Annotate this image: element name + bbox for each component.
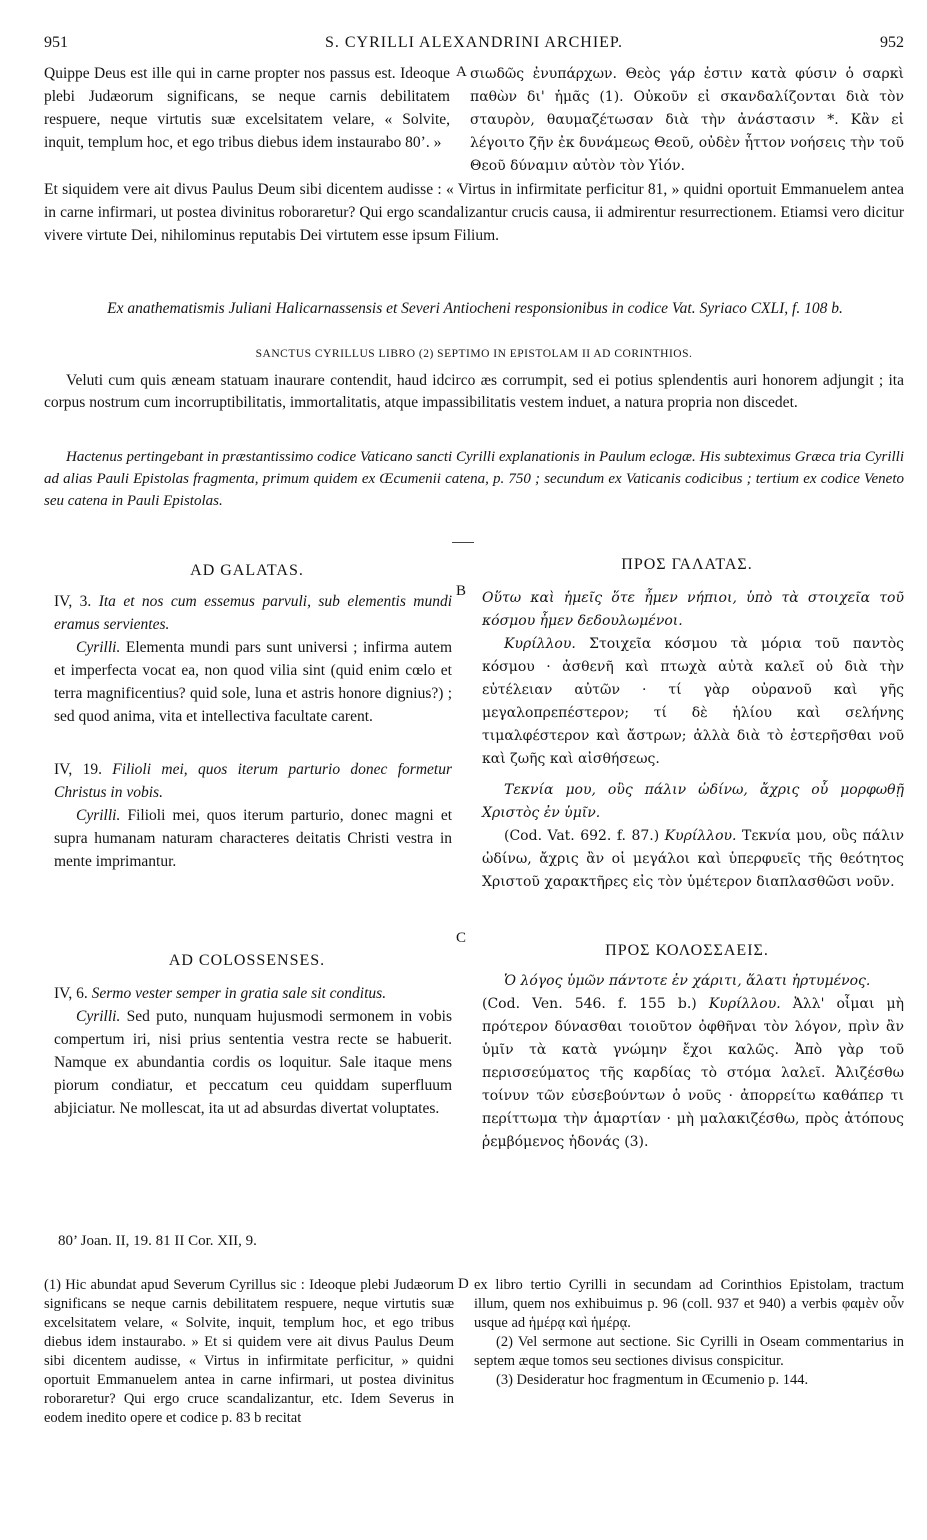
top-greek-column	[470, 63, 904, 178]
greek-verse: Ὁ λόγος ὑμῶν πάντοτε ἐν χάριτι, ἅλατι ἠρτυμένος.	[504, 973, 871, 989]
colossenses-latin-column	[54, 982, 452, 1120]
verse-text: Sermo vester semper in gratia sale sit conditus.	[91, 985, 387, 1002]
codex-ref: (Cod. Ven. 546. f. 155 b.)	[482, 996, 697, 1012]
verse-ref: IV, 19.	[54, 761, 102, 778]
syriac-section-title: Ex anathematismis Juliani Halicarnassensis et Severi Antiocheni responsionibus in codice Vat. Syriaco CXLI, f. 108 b.	[107, 300, 843, 317]
footnote-1-text: (1) Hic abundat apud Severum Cyrillus sic : Ideoque plebi Judæorum significans se neque carnis debilitatem respuere, neque virtutis suæ excelsitatem velare, « Solvite, inquit, templum hoc, et ego tribus diebus idem instaurabo. » Et si quidem vere ait divus Paulus Deum sibi dicentem audisse, « Virtus in infirmitate perficitur, » quidni oportuit Emmanuelem antea in carne infirmari, ut postea divinitus roboraretur? Qui ergo cruce scandalizantur, etc. Idem Severus in eodem inedito opere et codice p. 83 b recitat	[44, 1277, 454, 1426]
syriac-section-text	[44, 370, 904, 414]
galatas-latin-column	[54, 590, 452, 873]
author-label: Cyrilli.	[76, 639, 121, 656]
greek-comment-2	[482, 825, 904, 894]
colossenses-comment	[54, 1005, 452, 1120]
galatas-comment-2	[54, 804, 452, 873]
galatas-verse-1	[54, 590, 452, 636]
verse-ref: IV, 3.	[54, 593, 92, 610]
greek-comment	[482, 993, 904, 1154]
author-label: Κυρίλλου.	[504, 636, 576, 652]
comment-text: Στοιχεῖα κόσμου τὰ μόρια τοῦ παντὸς κόσμου · ἀσθενῆ καὶ πτωχὰ αὐτὰ καλεῖ οὐ διὰ τὴν εὐτέλειαν αὐτῶν · τί γὰρ οὐρανοῦ καὶ γῆς μεγαλοπρεπέστερον; τί δὲ ἡλίου καὶ σελήνης τιμαλφέστερον καὶ ἄστρων; ἀλλὰ διὰ τὸ ἐστερῆσθαι νοῦ καὶ ζωῆς καὶ αἰσθήσεως.	[482, 636, 904, 767]
greek-comment-1	[482, 633, 904, 771]
footnotes-right	[474, 1276, 904, 1390]
top-full-text: Et siquidem vere ait divus Paulus Deum sibi dicentem audisse : « Virtus in infirmitate perficitur 81, » quidni oportuit Emmanuelem antea in carne infirmari, ut postea divinitus roboraretur? Qui ergo scandalizantur crucis causa, ii admirentur resurrectionem. Etiamsi vero dicitur vivere virtute Dei, nihilominus reputabis Dei virtutem esse ipsum Filium.	[44, 181, 904, 244]
running-title: S. CYRILLI ALEXANDRINI ARCHIEP.	[324, 34, 624, 51]
footnote-3: (3) Desideratur hoc fragmentum in Œcumenio p. 144.	[496, 1372, 809, 1388]
footnote-1-continuation: ex libro tertio Cyrilli in secundam ad Corinthios Epistolam, tractum illum, quem nos exhibuimus p. 96 (coll. 937 et 940) a verbis φαμὲν οὖν usque ad ἡμέρᾳ καὶ ἡμέρᾳ.	[474, 1277, 904, 1331]
author-label: Cyrilli.	[76, 807, 121, 824]
greek-heading-galatas: ΠΡΟΣ ΓΑΛΑΤΑΣ.	[621, 556, 753, 573]
codex-ref: (Cod. Vat. 692. f. 87.)	[504, 828, 660, 844]
section-divider	[452, 542, 474, 543]
syriac-section-subtitle: SANCTUS CYRILLUS LIBRO (2) SEPTIMO IN EPISTOLAM II AD CORINTHIOS.	[255, 348, 693, 360]
margin-letter-d: D	[458, 1276, 469, 1292]
verse-text: Filioli mei, quos iterum parturio donec formetur Christus in vobis.	[54, 761, 453, 801]
top-latin-column	[44, 62, 450, 154]
top-full-paragraph	[44, 178, 904, 247]
page-number-left: 951	[44, 34, 68, 51]
latin-heading-colossenses: AD COLOSSENSES.	[168, 952, 326, 969]
greek-heading-colossenses: ΠΡΟΣ ΚΟΛΟΣΣΑΕΙΣ.	[605, 942, 769, 959]
comment-text: Filioli mei, quos iterum parturio, donec magni et supra humanam naturam characteres deitatis Christi vestra in mente imprimantur.	[54, 807, 452, 870]
scripture-references: 80’ Joan. II, 19. 81 II Cor. XII, 9.	[58, 1233, 257, 1249]
verse-ref: IV, 6.	[54, 985, 88, 1002]
top-latin-text: Quippe Deus est ille qui in carne propter nos passus est. Ideoque plebi Judæorum significans, se neque carnis debilitatem respuere, neque virtutis suæ excelsitatem velare, « Solvite, inquit, templum hoc, et ego tribus diebus idem instaurabo 80’. »	[44, 65, 450, 151]
comment-text: Elementa mundi pars sunt universi ; infirma autem et imperfecta vocat ea, non quod vilia sint (quid enim cœlo et terra magnificentius? quid sole, luna et astris honore dignius?) ; sed quod anima, vita et intellectiva facultate carent.	[54, 639, 452, 725]
latin-heading-galatas: AD GALATAS.	[190, 562, 304, 579]
colossenses-greek-column	[482, 970, 904, 1154]
galatas-greek-column	[482, 587, 904, 894]
author-label: Κυρίλλου.	[664, 828, 737, 844]
galatas-verse-2	[54, 758, 452, 804]
syriac-text: Veluti cum quis æneam statuam inaurare contendit, haud idcirco æs corrumpit, sed ei potius splendentis auri honorem adjungit ; ita corpus nostrum cum incorruptibilitatis, immortalitatis, atque impassibilitatis vestem induet, a natura propria non discedet.	[44, 372, 904, 411]
top-greek-text: σιωδῶς ἐνυπάρχων. Θεὸς γάρ ἐστιν κατὰ φύσιν ὁ σαρκὶ παθὼν δι' ἡμᾶς (1). Οὐκοῦν εἰ σκανδαλίζονται διὰ τὸν σταυρὸν, θαυμαζέτωσαν διὰ τὴν ἀνάστασιν *. Κἂν εἰ λέγοιτο ζῆν ἐκ δυνάμεως Θεοῦ, οὐδὲν ἧττον νοήσεις τὴν τοῦ Θεοῦ δύναμιν αὐτὸν τὸν Υἱόν.	[470, 66, 904, 174]
author-label: Cyrilli.	[76, 1008, 121, 1025]
footnote-2: (2) Vel sermone aut sectione. Sic Cyrilli in Oseam commentarius in septem æque tomos seu sectiones divisus conspicitur.	[474, 1334, 904, 1369]
intro-paragraph	[44, 446, 904, 512]
margin-letter-a: A	[456, 64, 467, 80]
galatas-comment-1	[54, 636, 452, 728]
colossenses-verse	[54, 982, 452, 1005]
comment-text: Τεκνία μου, οὓς πάλιν ὠδίνω, ἄχρις ἂν οἱ μεγάλοι καὶ ὑπερφυεῖς τῆς θεότητος Χριστοῦ χαρακτῆρες εἰς τὸν ὑμέτερον διαπλασθῶσι νοῦν.	[482, 828, 904, 890]
comment-text: Sed puto, nunquam hujusmodi sermonem in vobis compertum iri, nisi prius sententia vestra recte se habuerit. Namque ex abundantia cordis os loquitur. Sale itaque mens piorum condiatur, et peccatum ceu quiddam superfluum abjiciatur. Ne mollescat, ita ut ad absurdas divertat voluptates.	[54, 1008, 453, 1117]
page-number-right: 952	[880, 34, 904, 51]
margin-letter-c: C	[456, 930, 467, 946]
footnote-1-left	[44, 1276, 454, 1428]
author-label: Κυρίλλου.	[708, 996, 781, 1012]
greek-verse-1: Οὕτω καὶ ἡμεῖς ὅτε ἦμεν νήπιοι, ὑπὸ τὰ στοιχεῖα τοῦ κόσμου ἦμεν δεδουλωμένοι.	[482, 590, 904, 629]
page-header	[44, 34, 904, 58]
intro-text: Hactenus pertingebant in præstantissimo codice Vaticano sancti Cyrilli explanationis in Paulum eclogæ. His subteximus Græca tria Cyrilli ad alias Pauli Epistolas fragmenta, primum quidem ex Œcumenii catena, p. 750 ; secundum ex Vaticanis codicibus ; tertium ex codice Veneto seu catena in Pauli Epistolas.	[44, 449, 904, 509]
verse-text: Ita et nos cum essemus parvuli, sub elementis mundi eramus servientes.	[54, 593, 453, 633]
margin-letter-b: B	[456, 583, 467, 599]
greek-verse-2: Τεκνία μου, οὓς πάλιν ὠδίνω, ἄχρις οὗ μορφωθῇ Χριστὸς ἐν ὑμῖν.	[482, 782, 904, 821]
comment-text: Ἀλλ' οἶμαι μὴ πρότερον δύνασθαι τοιοῦτον ὀφθῆναι τὸν λόγον, πρὶν ἂν ὑμῖν τὰ κατὰ γνώμην ἔχοι καλῶς. Ἀπὸ γὰρ τοῦ περισσεύματος τῆς καρδίας τὸ στόμα λαλεῖ. Ἀλιζέσθω τοίνυν τῶν εὐσεβούντων ὁ νοῦς · ἀπορρείτω καθάπερ τι περίττωμα τὴν ἁμαρτίαν · μὴ μαλακιζέσθω, πρὸς ἀτόπους ῥεμβόμενος ἡδονάς (3).	[482, 996, 904, 1150]
